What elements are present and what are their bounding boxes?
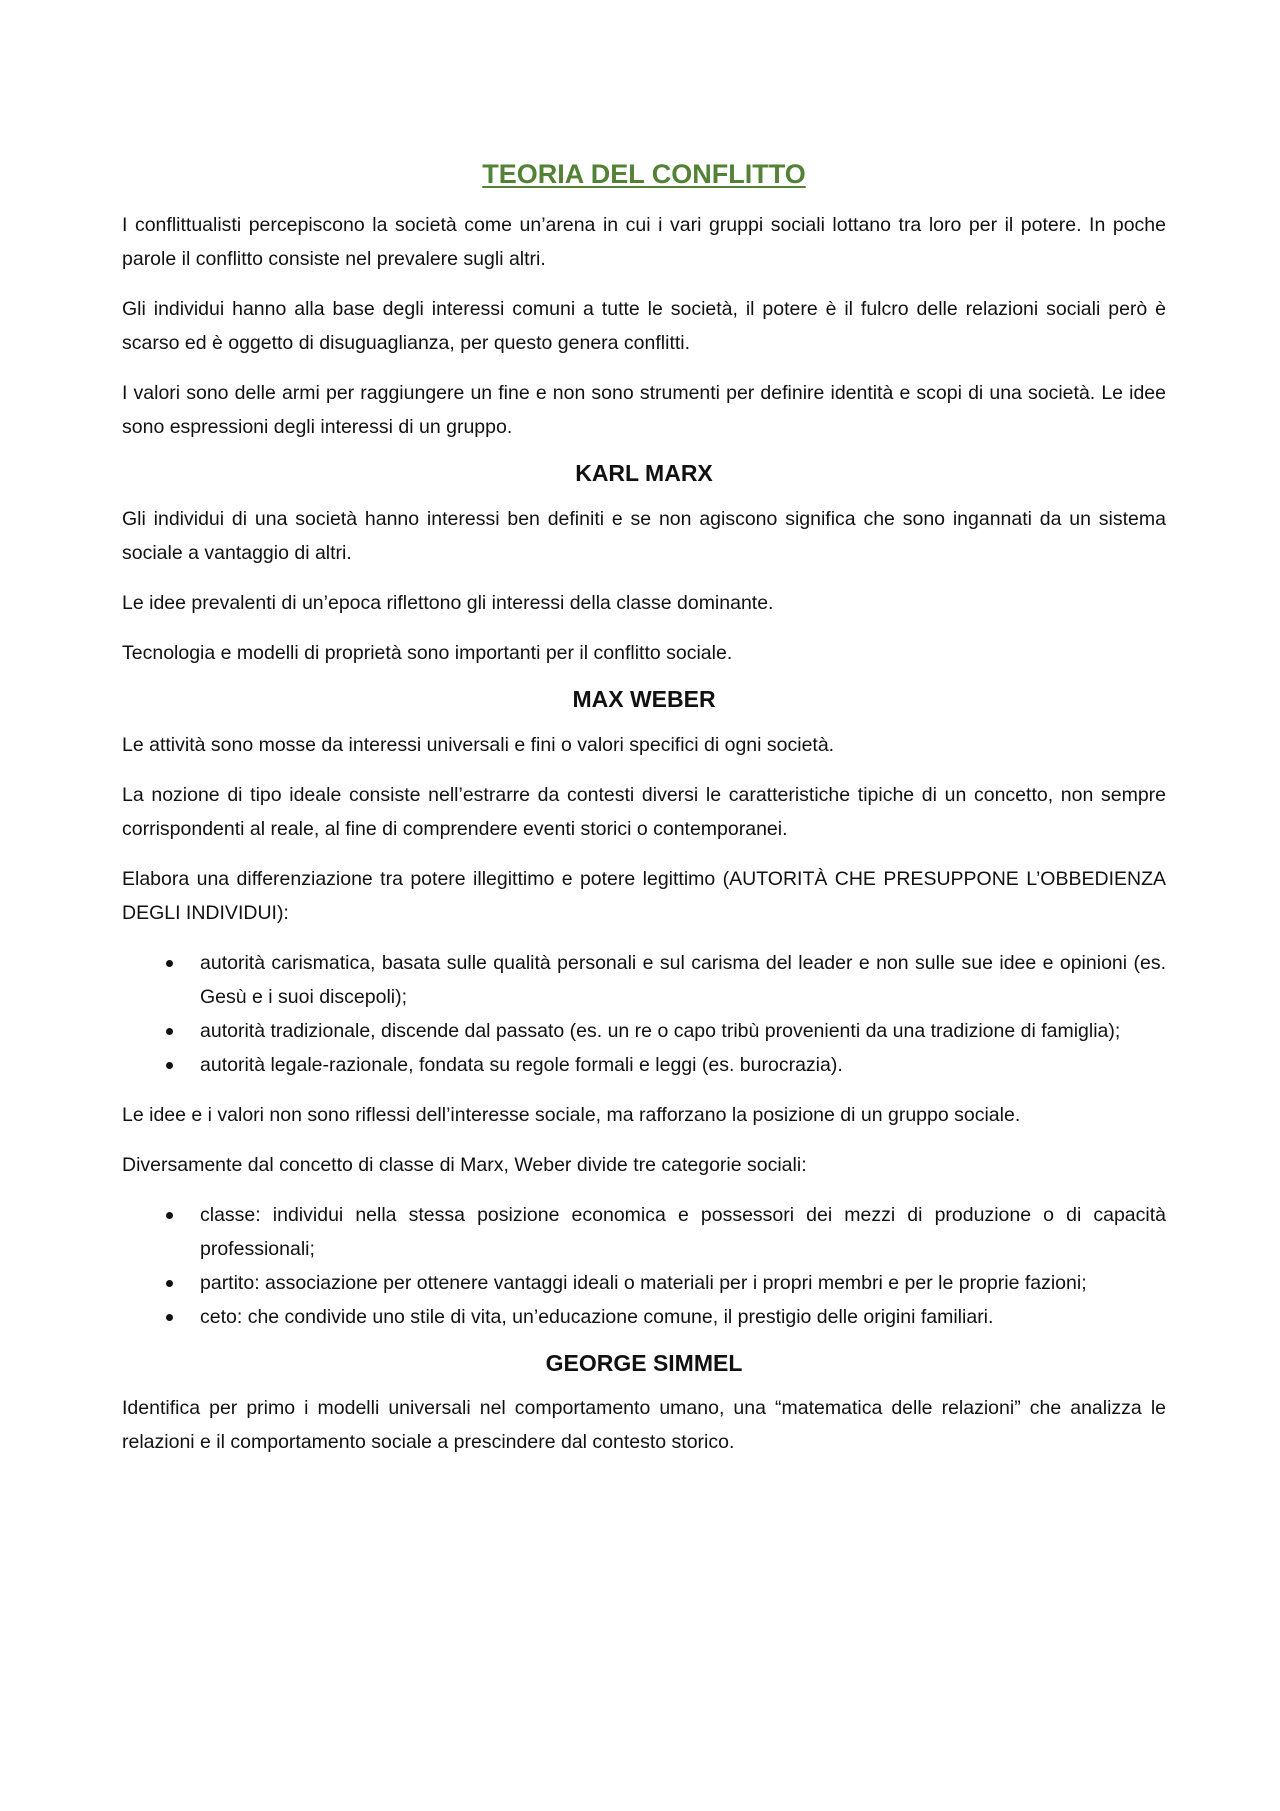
weber-paragraph-5: Diversamente dal concetto di classe di Marx, Weber divide tre categorie sociali:: [122, 1153, 807, 1176]
list-item: autorità carismatica, basata sulle qualità personali e sul carisma del leader e non sulle sue idee e opinioni (es. Gesù e i suoi discepoli);: [200, 946, 1166, 1014]
weber-paragraph-4: Le idee e i valori non sono riflessi dell’interesse sociale, ma rafforzano la posizione di un gruppo sociale.: [122, 1103, 1021, 1126]
list-item: ceto: che condivide uno stile di vita, un’educazione comune, il prestigio delle origini familiari.: [200, 1300, 1166, 1334]
document-page: [122, 150, 1166, 1475]
section-heading-weber: MAX WEBER: [572, 685, 716, 712]
intro-paragraph-1: I conflittualisti percepiscono la società come un’arena in cui i vari gruppi sociali lottano tra loro per il potere. In poche parole il conflitto consiste nel prevalere sugli altri.: [122, 214, 1166, 271]
section-heading-simmel: GEORGE SIMMEL: [545, 1349, 743, 1376]
section-heading-marx: KARL MARX: [575, 460, 713, 487]
simmel-paragraph-1: Identifica per primo i modelli universali nel comportamento umano, una “matematica delle relazioni” che analizza le relazioni e il comportamento sociale a prescindere dal contesto storico.: [122, 1397, 1166, 1454]
intro-paragraph-2: Gli individui hanno alla base degli interessi comuni a tutte le società, il potere è il fulcro delle relazioni sociali però è scarso ed è oggetto di disuguaglianza, per questo genera conflitti.: [122, 298, 1166, 355]
list-item: autorità legale-razionale, fondata su regole formali e leggi (es. burocrazia).: [200, 1048, 1166, 1082]
marx-paragraph-1: Gli individui di una società hanno interessi ben definiti e se non agiscono significa che sono ingannati da un sistema sociale a vantaggio di altri.: [122, 507, 1166, 564]
weber-paragraph-2: La nozione di tipo ideale consiste nell’estrarre da contesti diversi le caratteristiche tipiche di un concetto, non sempre corrispondenti al reale, al fine di comprendere eventi storici o contemporanei.: [122, 783, 1166, 840]
social-categories-list: [122, 1198, 1166, 1334]
list-item: partito: associazione per ottenere vantaggi ideali o materiali per i propri membri e per le proprie fazioni;: [200, 1266, 1166, 1300]
list-item: autorità tradizionale, discende dal passato (es. un re o capo tribù provenienti da una tradizione di famiglia);: [200, 1014, 1166, 1048]
document-title: TEORIA DEL CONFLITTO: [482, 159, 806, 189]
weber-paragraph-3: Elabora una differenziazione tra potere illegittimo e potere legittimo (AUTORITÀ CHE PRESUPPONE L’OBBEDIENZA DEGLI INDIVIDUI):: [122, 867, 1166, 924]
list-item: classe: individui nella stessa posizione economica e possessori dei mezzi di produzione o di capacità professionali;: [200, 1198, 1166, 1266]
intro-paragraph-3: I valori sono delle armi per raggiungere un fine e non sono strumenti per definire identità e scopi di una società. Le idee sono espressioni degli interessi di un gruppo.: [122, 382, 1166, 439]
authority-list: [122, 946, 1166, 1082]
weber-paragraph-1: Le attività sono mosse da interessi universali e fini o valori specifici di ogni società.: [122, 733, 835, 756]
marx-paragraph-3: Tecnologia e modelli di proprietà sono importanti per il conflitto sociale.: [122, 641, 733, 664]
marx-paragraph-2: Le idee prevalenti di un’epoca riflettono gli interessi della classe dominante.: [122, 591, 774, 614]
